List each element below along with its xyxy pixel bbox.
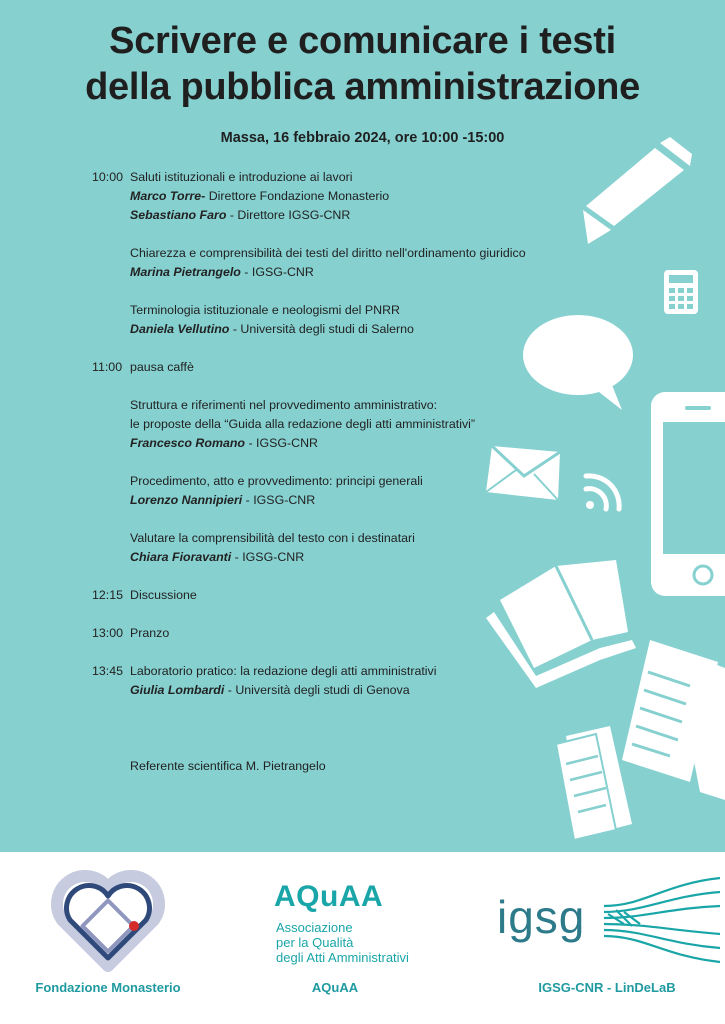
speaker-name: Sebastiano Faro	[130, 208, 227, 222]
aquaa-logo-text: AQuAA	[274, 880, 384, 913]
speaker-role: - IGSG-CNR	[245, 436, 318, 450]
paper-icon	[556, 726, 632, 840]
speaker-name: Marco Torre-	[130, 189, 206, 203]
smartphone-icon	[651, 392, 725, 596]
talk-title: Terminologia istituzionale e neologismi del PNRR	[130, 303, 400, 317]
speaker-role: - IGSG-CNR	[242, 493, 316, 507]
aquaa-subtitle-line: Associazione	[276, 920, 353, 935]
session-time: 12:15	[92, 588, 124, 602]
session-title: pausa caffè	[130, 360, 194, 374]
session-break	[92, 358, 512, 377]
aquaa-subtitle-line: degli Atti Amministrativi	[276, 950, 409, 965]
speaker-role: - Direttore IGSG-CNR	[226, 208, 351, 222]
speaker-line	[92, 263, 512, 282]
igsg-lines-mark	[604, 874, 722, 964]
speech-bubble-icon	[523, 315, 633, 410]
speaker-role: - IGSG-CNR	[240, 265, 314, 279]
speaker-name: Francesco Romano	[130, 436, 245, 450]
speaker-role: - Università degli studi di Genova	[224, 683, 410, 697]
speaker-name: Chiara Fioravanti	[130, 550, 232, 564]
title-line-1: Scrivere e comunicare i testi	[109, 20, 616, 62]
talk-title: le proposte della “Guida alla redazione degli atti amministrativi”	[130, 417, 476, 431]
speaker-role: - IGSG-CNR	[231, 550, 305, 564]
aquaa-logo-subtitle	[276, 920, 409, 965]
speaker-name: Lorenzo Nannipieri	[130, 493, 243, 507]
speaker-name: Marina Pietrangelo	[130, 265, 241, 279]
speaker-role: Direttore Fondazione Monasterio	[205, 189, 390, 203]
speaker-line	[92, 434, 512, 453]
pencil-icon	[583, 137, 692, 244]
scientific-referent: Referente scientifica M. Pietrangelo	[130, 759, 326, 773]
aquaa-caption: AQuAA	[311, 980, 359, 995]
speaker-name: Giulia Lombardi	[130, 683, 225, 697]
speaker-line	[92, 187, 512, 206]
speaker-line	[92, 681, 512, 700]
rss-icon	[586, 476, 619, 509]
monasterio-heart-logo	[50, 870, 166, 974]
speaker-line	[92, 206, 512, 225]
igsg-caption: IGSG-CNR - LinDeLaB	[538, 980, 676, 995]
talk-title: Procedimento, atto e provvedimento: principi generali	[130, 474, 423, 488]
monasterio-caption: Fondazione Monasterio	[35, 980, 181, 995]
session-time: 10:00	[92, 170, 124, 184]
event-date-place: Massa, 16 febbraio 2024, ore 10:00 -15:00	[220, 130, 505, 146]
session-opening	[92, 168, 512, 187]
session-title: Discussione	[130, 588, 197, 602]
igsg-logo-text: igsg	[497, 891, 586, 943]
session-title: Laboratorio pratico: la redazione degli atti amministrativi	[130, 664, 437, 678]
speaker-line	[92, 548, 512, 567]
title-line-2: della pubblica amministrazione	[85, 66, 640, 108]
talk-title: Chiarezza e comprensibilità dei testi del diritto nell'ordinamento giuridico	[130, 246, 526, 260]
talk-title: Struttura e riferimenti nel provvedimento amministrativo:	[130, 398, 438, 412]
talk-title: Valutare la comprensibilità del testo con i destinatari	[130, 531, 415, 545]
session-time: 13:00	[92, 626, 124, 640]
session-title: Saluti istituzionali e introduzione ai lavori	[130, 170, 353, 184]
session-workshop	[92, 662, 512, 681]
speaker-role: - Università degli studi di Salerno	[229, 322, 414, 336]
speaker-name: Daniela Vellutino	[130, 322, 230, 336]
program-list	[92, 168, 526, 776]
session-discussion	[92, 586, 512, 605]
calculator-icon	[664, 270, 698, 314]
session-time: 13:45	[92, 664, 124, 678]
session-lunch	[92, 624, 512, 643]
speaker-line	[92, 491, 512, 510]
session-time: 11:00	[92, 360, 123, 374]
aquaa-subtitle-line: per la Qualità	[276, 935, 354, 950]
session-title: Pranzo	[130, 626, 170, 640]
speaker-line	[92, 320, 512, 339]
event-title	[0, 18, 725, 110]
documents-icon	[622, 640, 725, 800]
